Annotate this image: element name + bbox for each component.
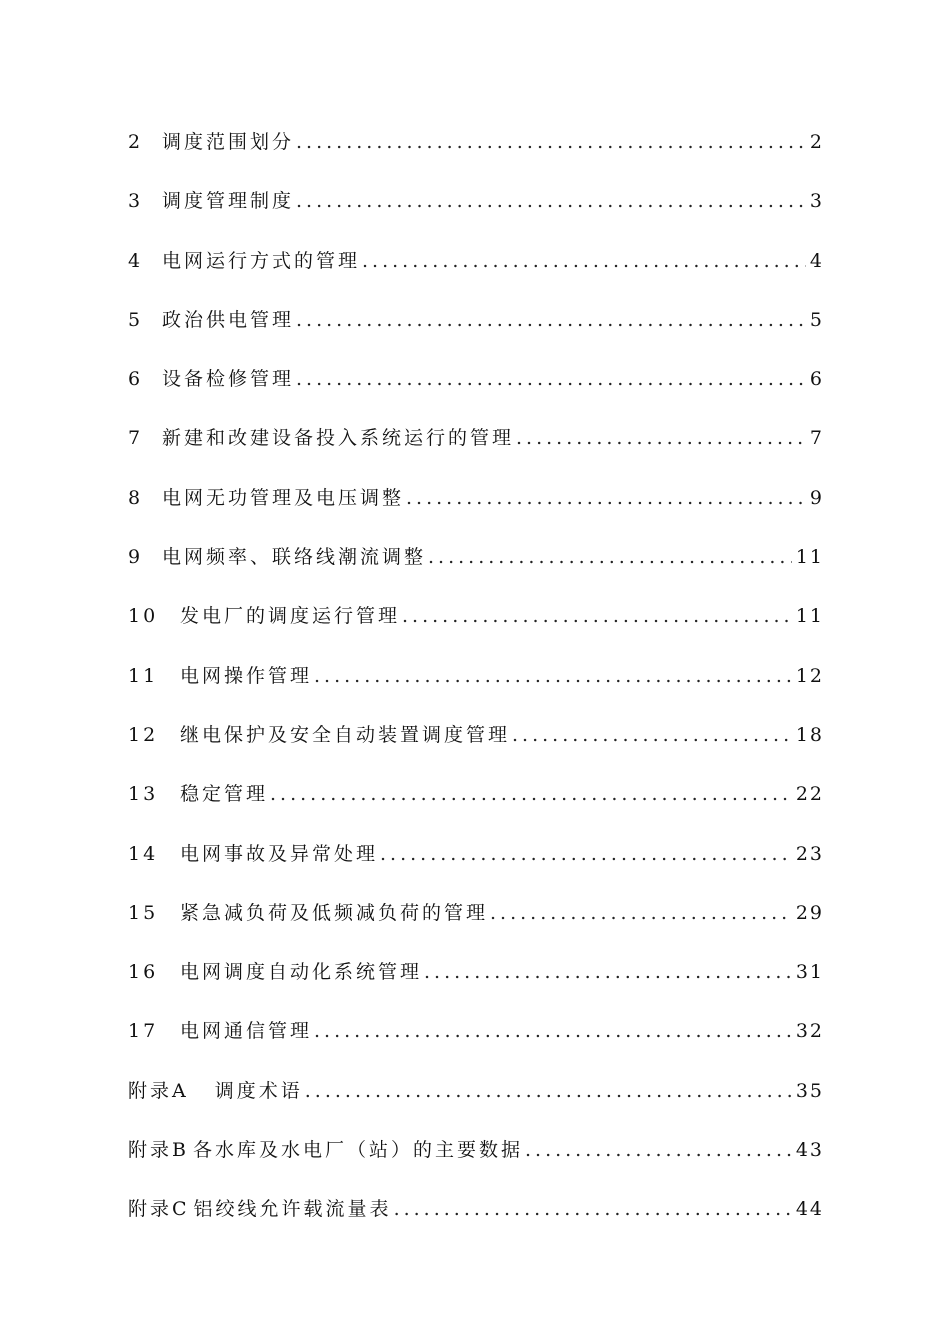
toc-entry[interactable] (128, 839, 824, 898)
toc-entry-title: 设备检修管理 (162, 368, 295, 391)
toc-entry-number: 6 (128, 368, 144, 391)
dot-leader (406, 487, 806, 509)
toc-entry-title: 稳定管理 (180, 783, 269, 806)
toc-entry-number: 附录B (128, 1139, 189, 1162)
dot-leader (516, 427, 806, 449)
toc-entry[interactable] (128, 957, 824, 1016)
toc-entry-page: 11 (795, 605, 824, 628)
toc-entry-page: 2 (809, 131, 824, 153)
dot-leader (394, 1198, 792, 1220)
toc-entry-page: 44 (795, 1198, 824, 1221)
dot-leader (402, 605, 792, 627)
toc-entry-number: 8 (128, 486, 144, 509)
dot-leader (296, 368, 806, 390)
toc-entry-title: 各水库及水电厂（站）的主要数据 (192, 1139, 523, 1162)
toc-entry[interactable] (128, 601, 824, 660)
toc-entry-number: 9 (128, 546, 144, 569)
toc-entry-page: 11 (795, 546, 824, 569)
toc-entry-page: 12 (795, 664, 824, 687)
toc-entry[interactable] (128, 1016, 824, 1075)
toc-entry-title: 电网运行方式的管理 (162, 249, 361, 272)
toc-entry-title: 发电厂的调度运行管理 (180, 605, 401, 628)
toc-entry-title: 电网频率、联络线潮流调整 (162, 546, 427, 569)
toc-entry-number: 14 (128, 842, 159, 865)
toc-entry-number: 7 (128, 427, 144, 450)
toc-entry-title: 电网操作管理 (180, 664, 313, 687)
toc-entry-page: 29 (795, 901, 824, 924)
toc-entry-number: 3 (128, 190, 144, 213)
toc-entry[interactable] (128, 542, 824, 601)
toc-entry[interactable] (128, 423, 824, 482)
toc-entry[interactable] (128, 898, 824, 957)
toc-entry-page: 31 (795, 961, 824, 984)
toc-entry-page: 4 (809, 249, 824, 272)
dot-leader (296, 190, 806, 212)
toc-entry-number: 附录C (128, 1198, 190, 1221)
dot-leader (380, 843, 792, 865)
toc-entry[interactable] (128, 1076, 824, 1135)
toc-entry-number: 附录A (128, 1079, 189, 1102)
toc-entry-title: 新建和改建设备投入系统运行的管理 (162, 427, 515, 450)
toc-entry-page: 5 (809, 308, 824, 331)
toc-entry-page: 32 (795, 1020, 824, 1043)
toc-entry-page: 23 (795, 842, 824, 865)
toc-entry[interactable] (128, 661, 824, 720)
toc-entry-page: 18 (795, 723, 824, 746)
dot-leader (305, 1080, 792, 1102)
dot-leader (428, 546, 792, 568)
toc-entry-title: 紧急减负荷及低频减负荷的管理 (180, 901, 489, 924)
dot-leader (314, 665, 792, 687)
toc-entry-number: 11 (128, 664, 159, 687)
dot-leader (424, 961, 792, 983)
toc-entry-title: 电网无功管理及电压调整 (162, 486, 405, 509)
toc-entry[interactable] (128, 127, 824, 186)
toc-entry-page: 6 (809, 368, 824, 391)
dot-leader (525, 1139, 792, 1161)
toc-entry-number: 16 (128, 961, 159, 984)
dot-leader (296, 131, 806, 153)
dot-leader (296, 309, 806, 331)
toc-entry-page: 43 (795, 1139, 824, 1162)
toc-entry-page: 7 (809, 427, 824, 450)
toc-entry-title: 电网调度自动化系统管理 (180, 961, 423, 984)
toc-entry[interactable] (128, 305, 824, 364)
toc-entry[interactable] (128, 186, 824, 245)
dot-leader (270, 783, 792, 805)
toc-entry-title: 电网通信管理 (180, 1020, 313, 1043)
toc-entry[interactable] (128, 483, 824, 542)
toc-entry-title: 政治供电管理 (162, 308, 295, 331)
toc-entry[interactable] (128, 246, 824, 305)
toc-entry-number: 10 (128, 605, 159, 628)
toc-entry[interactable] (128, 364, 824, 423)
toc-entry[interactable] (128, 1135, 824, 1194)
toc-entry-number: 15 (128, 901, 159, 924)
toc-entry-number: 13 (128, 783, 159, 806)
toc-entry-number: 4 (128, 249, 144, 272)
toc-entry-number: 2 (128, 131, 144, 153)
dot-leader (362, 250, 806, 272)
toc-entry-title: 铝绞线允许载流量表 (193, 1198, 392, 1221)
toc-entry-title: 调度范围划分 (162, 131, 295, 153)
dot-leader (490, 902, 792, 924)
toc-entry-number: 17 (128, 1020, 159, 1043)
table-of-contents (128, 127, 824, 1254)
toc-entry[interactable] (128, 1194, 824, 1253)
toc-entry-title: 调度管理制度 (162, 190, 295, 213)
toc-entry-page: 9 (809, 486, 824, 509)
dot-leader (314, 1020, 792, 1042)
toc-entry-number: 12 (128, 723, 159, 746)
toc-entry[interactable] (128, 720, 824, 779)
toc-entry-title: 继电保护及安全自动装置调度管理 (180, 723, 511, 746)
toc-entry[interactable] (128, 779, 824, 838)
toc-entry-page: 35 (795, 1079, 824, 1102)
toc-entry-number: 5 (128, 308, 144, 331)
toc-entry-page: 22 (795, 783, 824, 806)
toc-entry-title: 电网事故及异常处理 (180, 842, 379, 865)
toc-entry-title: 调度术语 (214, 1079, 303, 1102)
dot-leader (512, 724, 792, 746)
toc-entry-page: 3 (809, 190, 824, 213)
